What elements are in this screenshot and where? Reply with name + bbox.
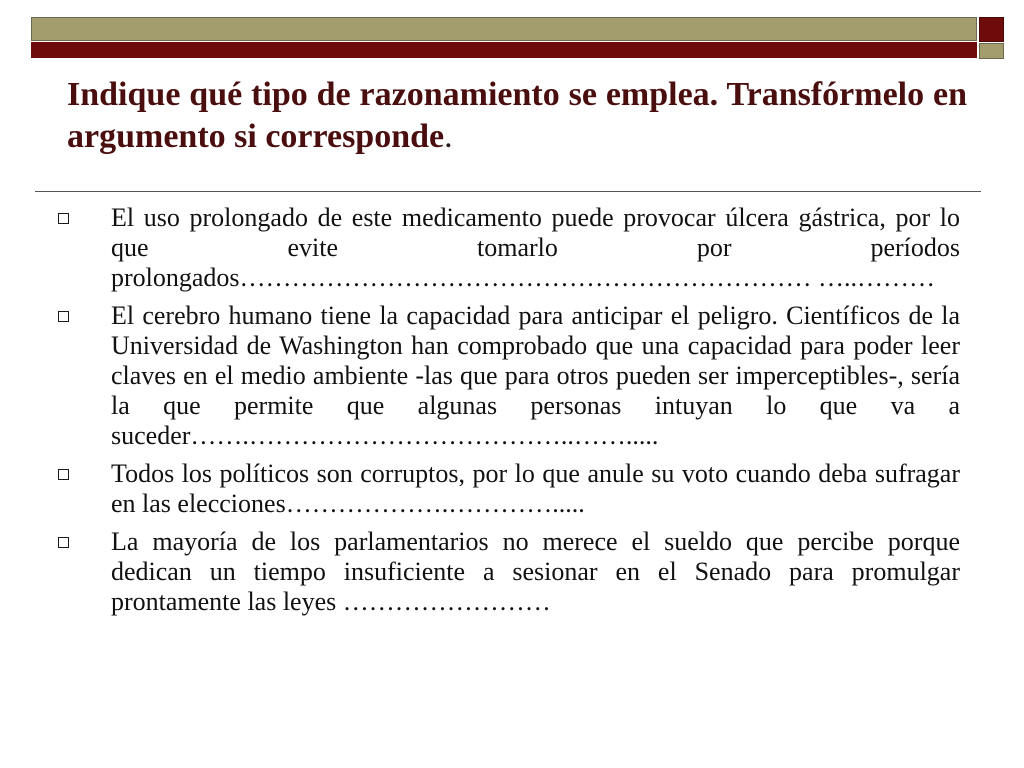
hollow-square-bullet-icon <box>58 469 69 480</box>
bullet-item <box>54 301 960 451</box>
bullet-list <box>54 203 960 625</box>
bullet-text: El cerebro humano tiene la capacidad para anticipar el peligro. Científicos de la Universidad de Washington han comprobado que una capacidad para poder leer claves en el medio ambiente -las que para otros pueden ser imperceptibles-, sería la que permite que algunas personas intuyan lo que va a suceder…….………………………………..……..... <box>111 301 960 450</box>
hollow-square-bullet-icon <box>58 311 69 322</box>
slide-title <box>67 74 967 158</box>
bullet-item <box>54 459 960 519</box>
header-corner-olive-square <box>979 43 1004 59</box>
bullet-item <box>54 203 960 293</box>
slide-title-text: Indique qué tipo de razonamiento se emplea. Transfórmelo en argumento si corresponde <box>67 76 967 155</box>
slide-title-period: . <box>444 118 453 155</box>
header-corner-maroon-square <box>979 17 1004 42</box>
title-divider <box>35 191 981 192</box>
bullet-text: La mayoría de los parlamentarios no merece el sueldo que percibe porque dedican un tiempo insuficiente a sesionar en el Senado para promulgar prontamente las leyes …………………… <box>111 527 960 616</box>
hollow-square-bullet-icon <box>58 537 69 548</box>
bullet-text: Todos los políticos son corruptos, por lo que anule su voto cuando deba sufragar en las elecciones……………….…………..... <box>111 459 960 518</box>
bullet-text: El uso prolongado de este medicamento puede provocar úlcera gástrica, por lo que evite tomarlo por períodos prolongados………………………………………………………… …..……… <box>111 203 960 292</box>
hollow-square-bullet-icon <box>58 213 69 224</box>
header-maroon-bar <box>31 42 977 58</box>
bullet-item <box>54 527 960 617</box>
header-olive-bar <box>31 17 977 41</box>
